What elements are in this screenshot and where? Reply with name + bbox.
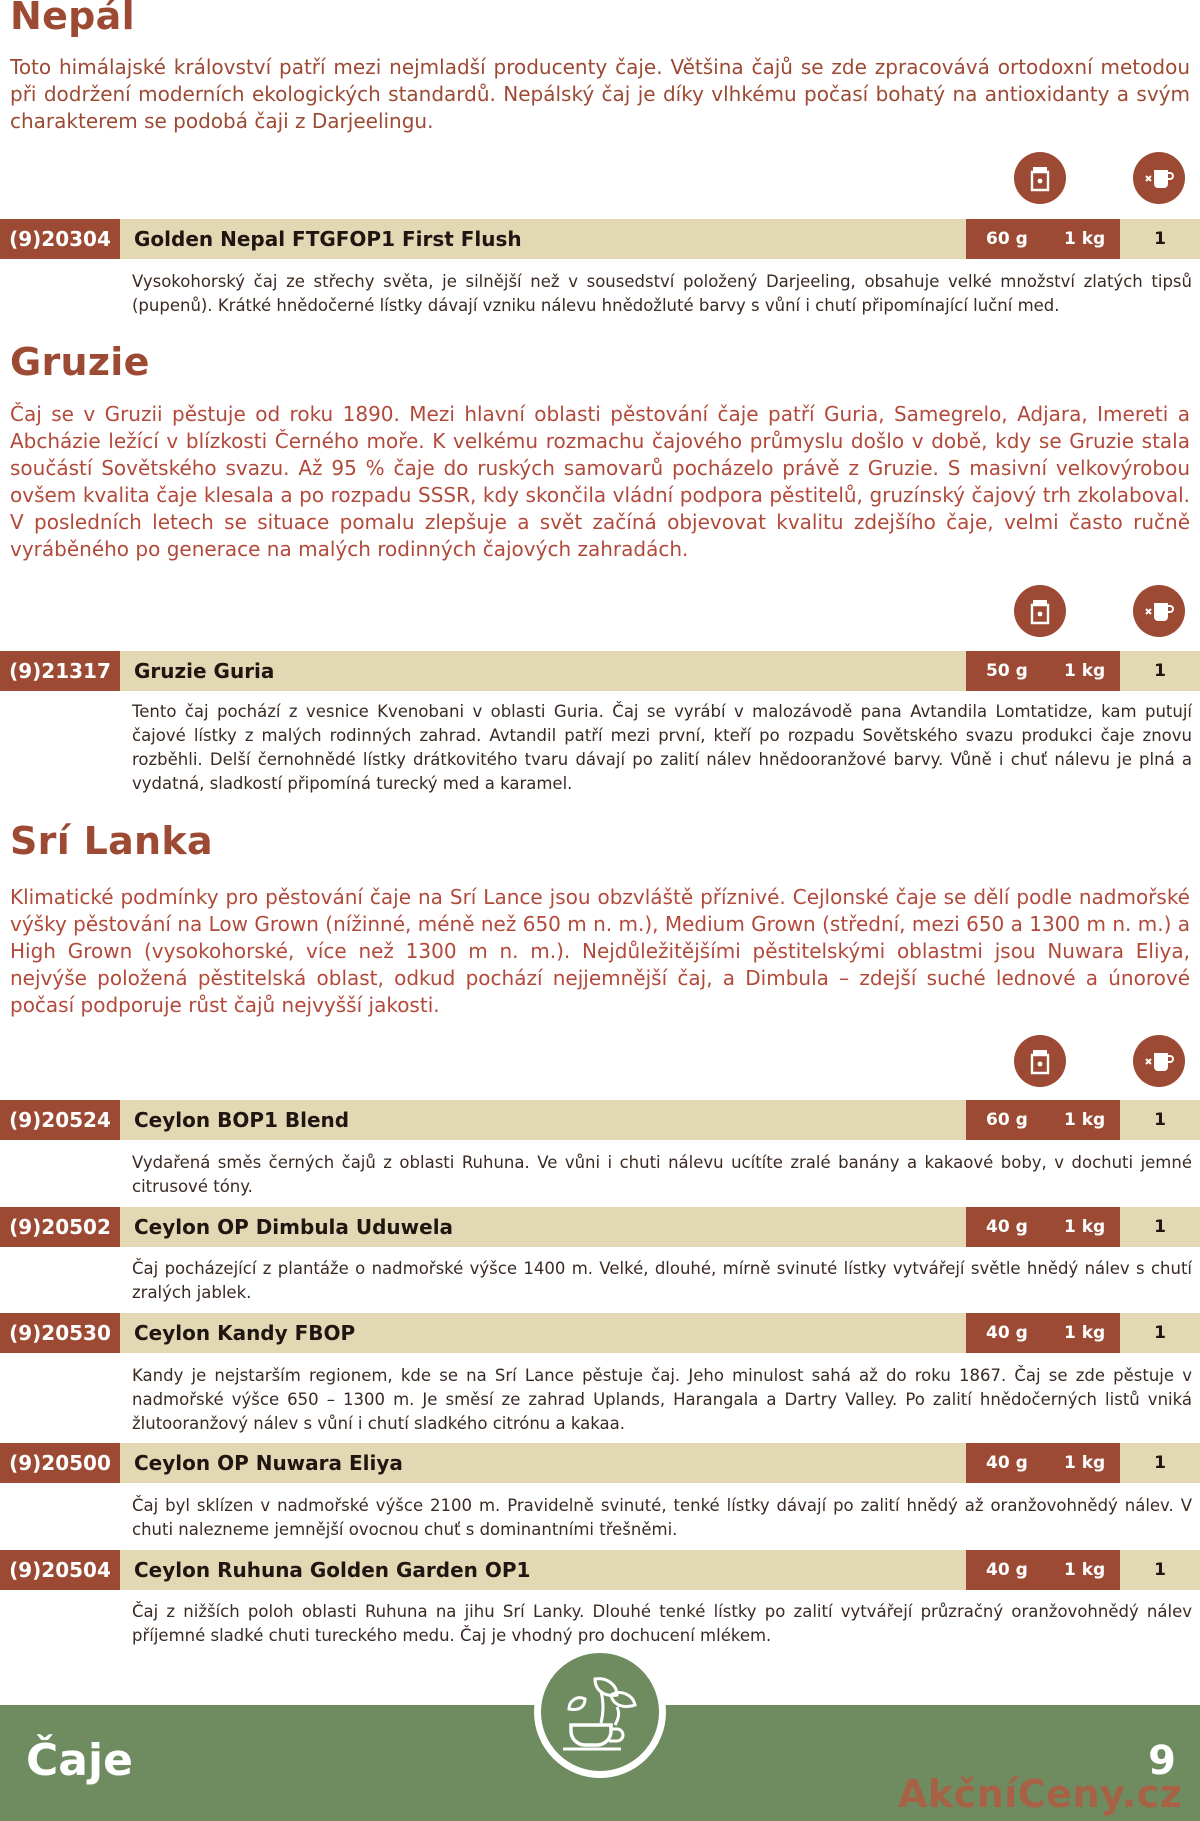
pack-small: 40 g (986, 1453, 1028, 1473)
pack-sizes (966, 1313, 1120, 1353)
product-code: (9)20502 (0, 1207, 120, 1247)
product-row (0, 1207, 1200, 1247)
product-qty: 1 (1154, 1453, 1166, 1473)
product-name: Ceylon Kandy FBOP (134, 1321, 356, 1345)
tea-cup-icon (1133, 585, 1185, 637)
pack-small: 40 g (986, 1323, 1028, 1343)
product-description: Čaj pocházející z plantáže o nadmořské výšce 1400 m. Velké, dlouhé, mírně svinuté lístky vytvářejí světle hnědý nálev s chutí zralých jablek. (132, 1259, 1192, 1302)
product-description: Vysokohorský čaj ze střechy světa, je silnější než v sousedství položený Darjeeling, obsahuje velké množství zlatých tipsů (pupenů). Krátké hnědočerné lístky dávají vzniku nálevu hnědožluté barvy s vůní i chutí připomínající luční med. (132, 272, 1192, 315)
product-code: (9)21317 (0, 651, 120, 691)
pack-sizes (966, 1443, 1120, 1483)
region-title-nepal: Nepál (10, 0, 135, 38)
product-description: Čaj z nižších poloh oblasti Ruhuna na jihu Srí Lanky. Dlouhé tenké lístky po zalití vytvářejí průzračný oranžovohnědý nálev příjemné sladké chuti tureckého medu. Čaj je vhodný pro dochucení mlékem. (132, 1602, 1192, 1645)
pack-large: 1 kg (1064, 1560, 1106, 1580)
tea-pack-icon (1014, 585, 1066, 637)
product-qty: 1 (1154, 661, 1166, 681)
region-title-srilanka: Srí Lanka (10, 819, 213, 863)
product-name: Golden Nepal FTGFOP1 First Flush (134, 227, 522, 251)
pack-large: 1 kg (1064, 1323, 1106, 1343)
product-code: (9)20504 (0, 1550, 120, 1590)
region-intro-nepal: Toto himálajské království patří mezi nejmladší producenty čaje. Většina čajů se zde zpracovává ortodoxní metodou při dodržení moderních ekologických standardů. Nepálský čaj je díky vlhkému počasí bohatý na antioxidanty a svým charakterem se podobá čaji z Darjeelingu. (10, 55, 1190, 133)
pack-large: 1 kg (1064, 661, 1106, 681)
product-qty: 1 (1154, 229, 1166, 249)
product-description: Vydařená směs černých čajů z oblasti Ruhuna. Ve vůni i chuti nálevu ucítíte zralé banány a kakaové boby, v dochuti jemné citrusové tóny. (132, 1153, 1192, 1196)
pack-large: 1 kg (1064, 1110, 1106, 1130)
product-description: Tento čaj pochází z vesnice Kvenobani v oblasti Guria. Čaj se vyrábí v malozávodě pana Avtandila Lomtatidze, kam putují čajové lístky z malých rodinných zahrad. Avtandil patří mezi první, kteří po rozpadu Sovětského svazu produkci čaje znovu rozběhli. Delší černohnědé lístky drátkovitého tvaru dávají po zalití nálev hnědooranžové barvy. Vůně i chuť nálevu je plná a vydatná, sladkostí připomíná turecký med a karamel. (132, 702, 1192, 793)
pack-sizes (966, 1100, 1120, 1140)
tea-pack-icon (1014, 1035, 1066, 1087)
tea-cup-icon (1133, 1035, 1185, 1087)
region-title-gruzie: Gruzie (10, 340, 150, 384)
product-name: Ceylon OP Nuwara Eliya (134, 1451, 403, 1475)
product-code: (9)20530 (0, 1313, 120, 1353)
product-row (0, 1550, 1200, 1590)
pack-small: 60 g (986, 229, 1028, 249)
tea-leaves-cup-icon (555, 1667, 645, 1757)
product-qty: 1 (1154, 1217, 1166, 1237)
watermark: AkčníCeny.cz (898, 1772, 1183, 1816)
product-qty: 1 (1154, 1110, 1166, 1130)
product-qty: 1 (1154, 1560, 1166, 1580)
pack-small: 60 g (986, 1110, 1028, 1130)
pack-large: 1 kg (1064, 1217, 1106, 1237)
footer-badge (534, 1646, 666, 1778)
pack-sizes (966, 651, 1120, 691)
tea-cup-icon (1133, 152, 1185, 204)
product-row (0, 1100, 1200, 1140)
pack-sizes (966, 1550, 1120, 1590)
tea-pack-icon (1014, 152, 1066, 204)
product-name: Ceylon Ruhuna Golden Garden OP1 (134, 1558, 531, 1582)
product-code: (9)20500 (0, 1443, 120, 1483)
product-code: (9)20524 (0, 1100, 120, 1140)
product-row (0, 651, 1200, 691)
product-row (0, 1313, 1200, 1353)
product-name: Gruzie Guria (134, 659, 275, 683)
pack-small: 50 g (986, 661, 1028, 681)
region-intro-gruzie: Čaj se v Gruzii pěstuje od roku 1890. Mezi hlavní oblasti pěstování čaje patří Guria, Samegrelo, Adjara, Imereti a Abcházie ležící v blízkosti Černého moře. K velkému rozmachu čajového průmyslu došlo v době, kdy se Gruzie stala součástí Sovětského svazu. Až 95 % čaje do ruských samovarů pocházelo právě z Gruzie. S masivní velkovýrobou ovšem kvalita čaje klesala a po rozpadu SSSR, kdy skončila vládní podpora pěstitelů, gruzínský čajový trh zkolaboval. V posledních letech se situace pomalu zlepšuje a svět začíná objevovat kvalitu zdejšího čaje, velmi často ručně vyráběného po generace na malých rodinných čajových zahradách. (10, 402, 1190, 561)
product-row (0, 1443, 1200, 1483)
region-intro-srilanka: Klimatické podmínky pro pěstování čaje na Srí Lance jsou obzvláště příznivé. Cejlonské čaje se dělí podle nadmořské výšky pěstování na Low Grown (nížinné, méně než 650 m n. m.), Medium Grown (střední, mezi 650 a 1300 m n. m.) a High Grown (vysokohorské, více než 1300 m n. m.). Nejdůležitějšími pěstitelskými oblastmi jsou Nuwara Eliya, nejvýše položená pěstitelská oblast, odkud pochází nejjemnější čaj, a Dimbula – zdejší suché lednové a únorové počasí podporuje růst čajů nejvyšší jakosti. (10, 885, 1190, 1017)
pack-sizes (966, 219, 1120, 259)
pack-large: 1 kg (1064, 229, 1106, 249)
page-number: 9 (1148, 1738, 1176, 1784)
pack-small: 40 g (986, 1560, 1028, 1580)
product-description: Kandy je nejstarším regionem, kde se na Srí Lance pěstuje čaj. Jeho minulost sahá až do roku 1867. Čaj se zde pěstuje v nadmořské výšce 650 – 1300 m. Je směsí ze zahrad Uplands, Harangala a Dartry Valley. Po zalití hnědočerných listů vniká žlutooranžový nálev s vůní i chutí sladkého citrónu a kakaa. (132, 1366, 1192, 1433)
product-description: Čaj byl sklízen v nadmořské výšce 2100 m. Pravidelně svinuté, tenké lístky dávají po zalití hnědý až oranžovohnědý nálev. V chuti nalezneme jemnější ovocnou chuť s dominantními třešněmi. (132, 1496, 1192, 1539)
product-row (0, 219, 1200, 259)
product-qty: 1 (1154, 1323, 1166, 1343)
footer-title: Čaje (26, 1735, 133, 1786)
product-name: Ceylon OP Dimbula Uduwela (134, 1215, 454, 1239)
product-code: (9)20304 (0, 219, 120, 259)
product-name: Ceylon BOP1 Blend (134, 1108, 350, 1132)
pack-sizes (966, 1207, 1120, 1247)
pack-small: 40 g (986, 1217, 1028, 1237)
pack-large: 1 kg (1064, 1453, 1106, 1473)
